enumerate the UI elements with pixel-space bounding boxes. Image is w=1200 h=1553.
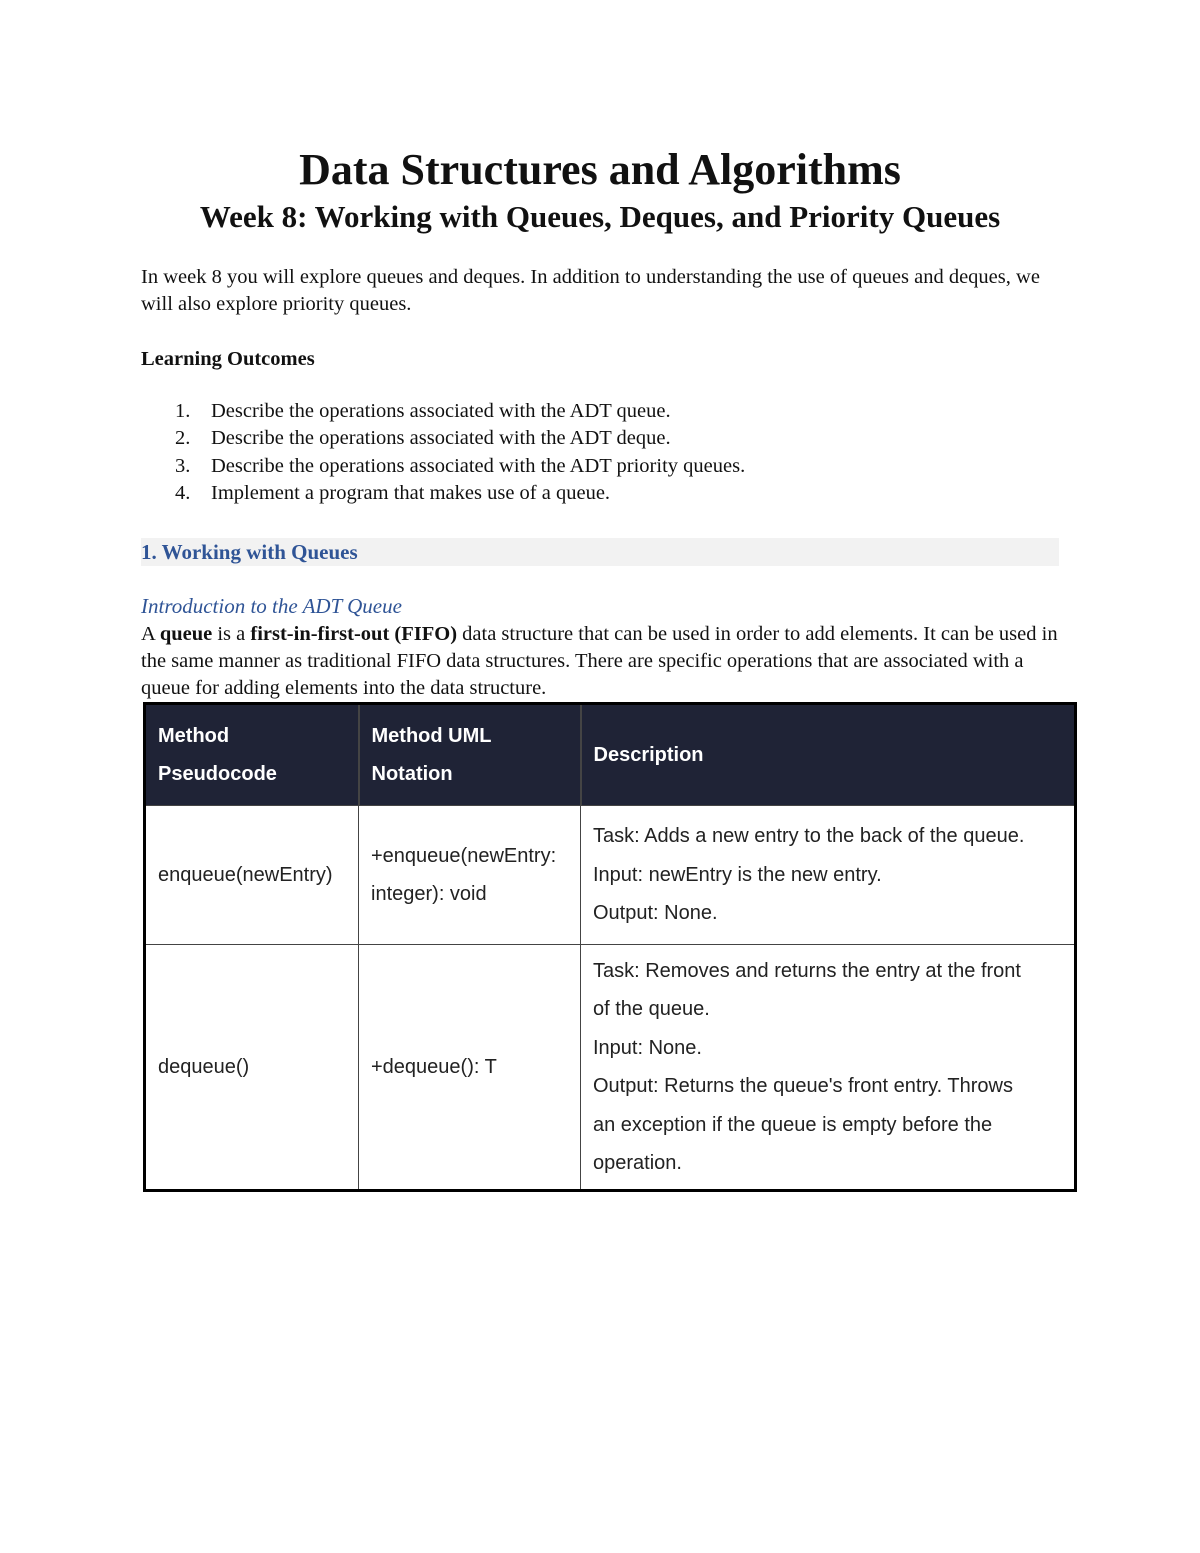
queue-methods-table <box>143 702 1077 1192</box>
description-line: Task: Removes and returns the entry at the front <box>593 959 1021 982</box>
list-item-text: Implement a program that makes use of a queue. <box>211 481 611 504</box>
list-item-number: 2. <box>175 427 191 450</box>
list-item-text: Describe the operations associated with the ADT queue. <box>211 400 671 422</box>
table-row <box>145 945 1076 1191</box>
list-item-text: Describe the operations associated with the ADT priority queues. <box>211 454 746 477</box>
cell-uml <box>359 806 581 945</box>
para-text: is a <box>212 623 251 645</box>
cell-description <box>581 945 1076 1191</box>
subheading-intro-adt-queue: Introduction to the ADT Queue <box>141 594 402 618</box>
cell-uml <box>359 945 581 1191</box>
list-item-number: 3. <box>175 454 191 477</box>
list-item-number: 4. <box>175 481 191 504</box>
description-line: Task: Adds a new entry to the back of the queue. <box>593 825 1025 848</box>
learning-outcomes-heading: Learning Outcomes <box>141 348 315 370</box>
description-line: Output: Returns the queue's front entry. Throws <box>593 1075 1013 1097</box>
queue-description-paragraph <box>141 621 1066 702</box>
cell-pseudocode: enqueue(newEntry) <box>145 806 359 945</box>
list-item-number: 1. <box>175 400 191 422</box>
cell-pseudocode: dequeue() <box>145 945 359 1191</box>
header-method-pseudocode <box>145 704 359 806</box>
header-text: Method UML <box>371 725 492 747</box>
para-text: data structure that can be used in order to add elements. It can be used in the same manner as traditional FIFO data structures. There are specific operations that are associated with a queue for adding elements into the data structure. <box>141 623 1058 699</box>
list-item <box>141 480 745 507</box>
uml-text: integer): void <box>371 883 487 905</box>
para-text: A <box>141 623 160 645</box>
uml-text: +enqueue(newEntry: <box>371 844 557 867</box>
header-text: Pseudocode <box>158 763 277 785</box>
intro-paragraph: In week 8 you will explore queues and deques. In addition to understanding the use of queues and deques, we will also explore priority queues. <box>141 266 1040 315</box>
description-line: Input: None. <box>593 1036 702 1059</box>
header-method-uml-notation <box>359 704 581 806</box>
header-text: Method <box>158 725 230 747</box>
list-item <box>141 453 745 480</box>
header-description <box>581 704 1076 806</box>
list-item <box>141 398 745 425</box>
document-subtitle: Week 8: Working with Queues, Deques, and Priority Queues <box>199 199 1001 234</box>
list-item <box>141 425 745 452</box>
learning-outcomes-list <box>141 398 745 507</box>
header-text: Notation <box>371 763 453 785</box>
table-row <box>145 806 1076 945</box>
header-text: Description <box>593 744 704 766</box>
description-line: Input: newEntry is the new entry. <box>593 863 882 886</box>
term-fifo: first-in-first-out (FIFO) <box>250 623 458 645</box>
description-line: of the queue. <box>593 998 710 1020</box>
section-heading-working-with-queues: 1. Working with Queues <box>141 538 1059 566</box>
description-line: an exception if the queue is empty before the <box>593 1113 993 1136</box>
list-item-text: Describe the operations associated with the ADT deque. <box>211 427 671 450</box>
uml-text: +dequeue(): T <box>371 1055 497 1078</box>
table-header-row <box>145 704 1076 806</box>
term-queue: queue <box>159 623 213 645</box>
description-line: Output: None. <box>593 902 718 925</box>
cell-description <box>581 806 1076 945</box>
description-line: operation. <box>593 1152 682 1174</box>
document-title: Data Structures and Algorithms <box>299 145 901 194</box>
